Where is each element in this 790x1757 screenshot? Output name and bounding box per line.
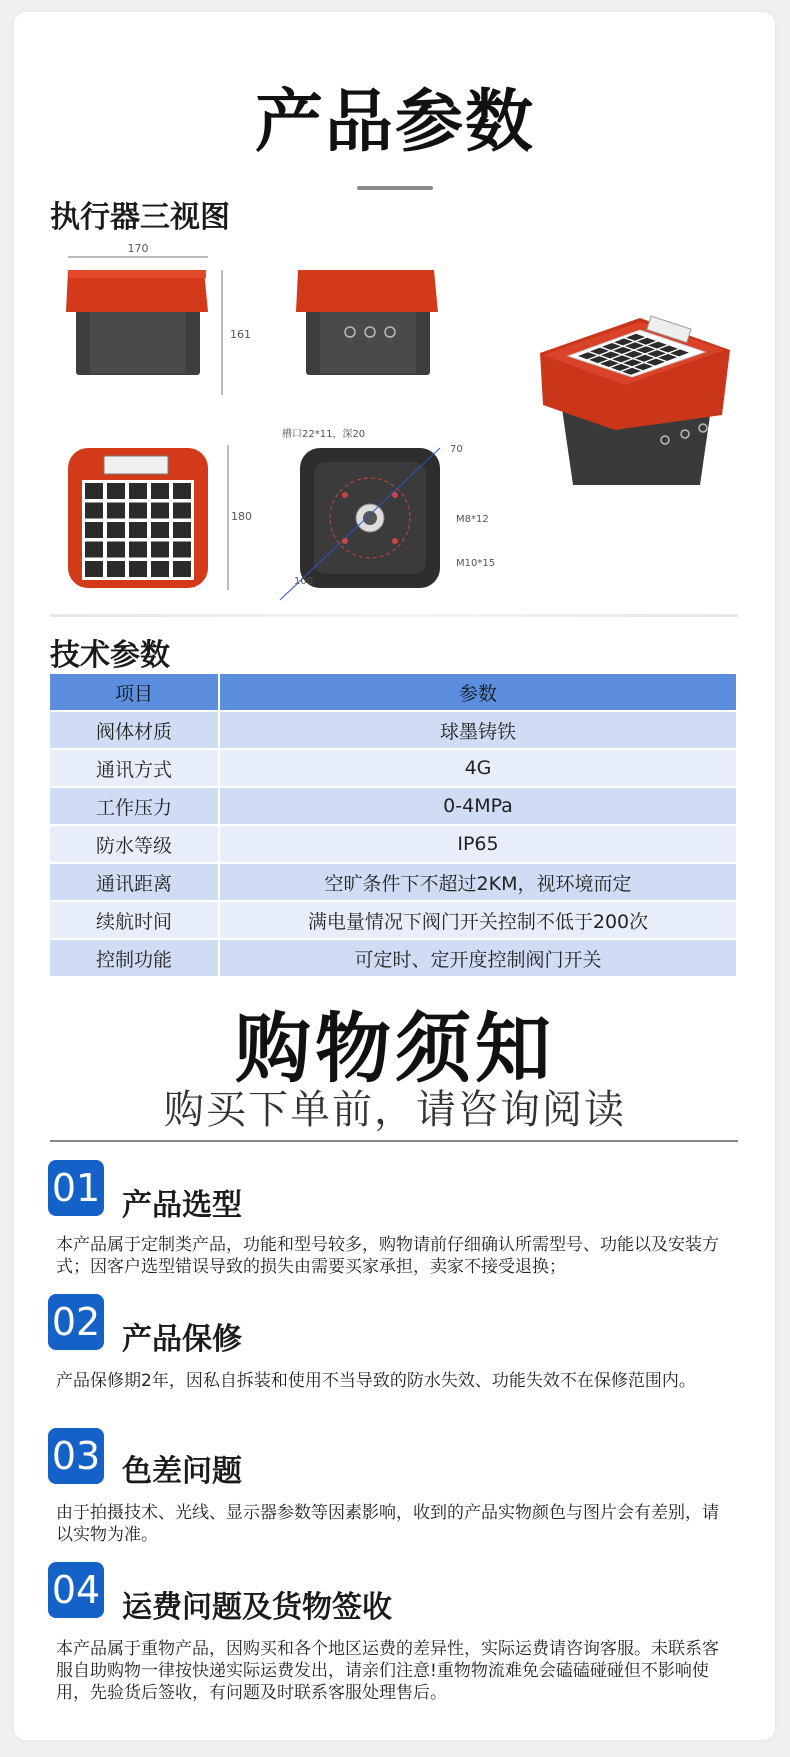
dim-screw-b: M10*15 [456, 558, 496, 569]
solar-cell [107, 561, 125, 577]
item-title: 运费问题及货物签收 [122, 1590, 392, 1625]
item-body: 本产品属于定制类产品，功能和型号较多，购物请前仔细确认所需型号、功能以及安装方式；因客户选型错误导致的损失由需要买家承担，卖家不接受退换； [56, 1235, 719, 1277]
table-cell-item: 工作压力 [50, 788, 220, 824]
solar-cell [173, 522, 191, 538]
item-number-badge: 01 [48, 1160, 104, 1216]
solar-cell [85, 542, 103, 558]
solar-cell [107, 542, 125, 558]
solar-cell [173, 542, 191, 558]
dim-front-height: 161 [230, 328, 251, 341]
solar-cell [107, 522, 125, 538]
solar-cell [151, 542, 169, 558]
solar-cell [173, 483, 191, 499]
table-cell-value: IP65 [220, 826, 738, 862]
spec-table-header [50, 674, 738, 710]
notice-divider [50, 1140, 738, 1142]
table-cell-item: 续航时间 [50, 902, 220, 938]
table-cell-item: 通讯距离 [50, 864, 220, 900]
item-title: 产品保修 [122, 1322, 242, 1357]
actuator-three-view-drawing [0, 0, 790, 620]
dim-screw-a: M8*12 [456, 514, 489, 525]
solar-cell [107, 503, 125, 519]
table-row [50, 864, 738, 900]
item-number-badge: 04 [48, 1562, 104, 1618]
table-cell-value: 满电量情况下阀门开关控制不低于200次 [220, 902, 738, 938]
isometric-view [540, 316, 730, 485]
solar-panel-top [85, 483, 191, 577]
views-heading: 执行器三视图 [50, 200, 230, 235]
dim-top-height: 180 [231, 510, 252, 523]
solar-cell [151, 561, 169, 577]
solar-cell [85, 483, 103, 499]
table-row [50, 902, 738, 938]
item-title: 产品选型 [122, 1188, 242, 1223]
table-cell-item: 防水等级 [50, 826, 220, 862]
table-cell-item: 控制功能 [50, 940, 220, 976]
solar-cell [129, 542, 147, 558]
solar-cell [129, 503, 147, 519]
item-body: 产品保修期2年，因私自拆装和使用不当导致的防水失效、功能失效不在保修范围内。 [56, 1371, 696, 1391]
notice-title: 购物须知 [235, 1004, 555, 1093]
solar-cell [107, 483, 125, 499]
notice-subtitle: 购买下单前，请咨询阅读 [164, 1087, 626, 1133]
item-number-badge: 02 [48, 1294, 104, 1350]
solar-cell [85, 522, 103, 538]
table-row [50, 826, 738, 862]
spec-heading: 技术参数 [50, 638, 170, 673]
table-cell-value: 空旷条件下不超过2KM，视环境而定 [220, 864, 738, 900]
side-view [296, 270, 438, 375]
front-view [66, 270, 208, 375]
table-row [50, 712, 738, 748]
solar-cell [129, 483, 147, 499]
item-body: 由于拍摄技术、光线、显示器参数等因素影响，收到的产品实物颜色与图片会有差别，请以实物为准。 [56, 1503, 719, 1545]
solar-cell [173, 503, 191, 519]
table-row [50, 750, 738, 786]
solar-cell [173, 561, 191, 577]
solar-cell [129, 561, 147, 577]
solar-cell [85, 561, 103, 577]
section-divider [50, 614, 738, 617]
item-number-badge: 03 [48, 1428, 104, 1484]
solar-cell [85, 503, 103, 519]
table-row [50, 788, 738, 824]
table-cell-item: 通讯方式 [50, 750, 220, 786]
table-cell-item: 阀体材质 [50, 712, 220, 748]
dim-bolt-spacing: 70 [450, 444, 463, 455]
dim-slot: 槽口22*11，深20 [282, 429, 366, 440]
table-cell-value: 可定时、定开度控制阀门开关 [220, 940, 738, 976]
dim-bottom-diag: 100 [294, 576, 314, 587]
spec-table [50, 672, 738, 978]
item-title: 色差问题 [122, 1454, 242, 1489]
item-body: 本产品属于重物产品，因购买和各个地区运费的差异性，实际运费请咨询客服。未联系客服自助购物一律按快递实际运费发出，请亲们注意!重物物流难免会磕磕碰碰但不影响使用，先验货后签收，有问题及时联系客服处理售后。 [56, 1639, 719, 1703]
column-header-item: 项目 [50, 674, 220, 710]
solar-cell [151, 483, 169, 499]
table-cell-value: 0-4MPa [220, 788, 738, 824]
solar-cell [151, 503, 169, 519]
table-cell-value: 4G [220, 750, 738, 786]
column-header-value: 参数 [220, 674, 738, 710]
solar-cell [151, 522, 169, 538]
table-row [50, 940, 738, 976]
dim-front-width: 170 [127, 242, 149, 255]
page-title: 产品参数 [254, 83, 535, 162]
solar-cell [129, 522, 147, 538]
table-cell-value: 球墨铸铁 [220, 712, 738, 748]
